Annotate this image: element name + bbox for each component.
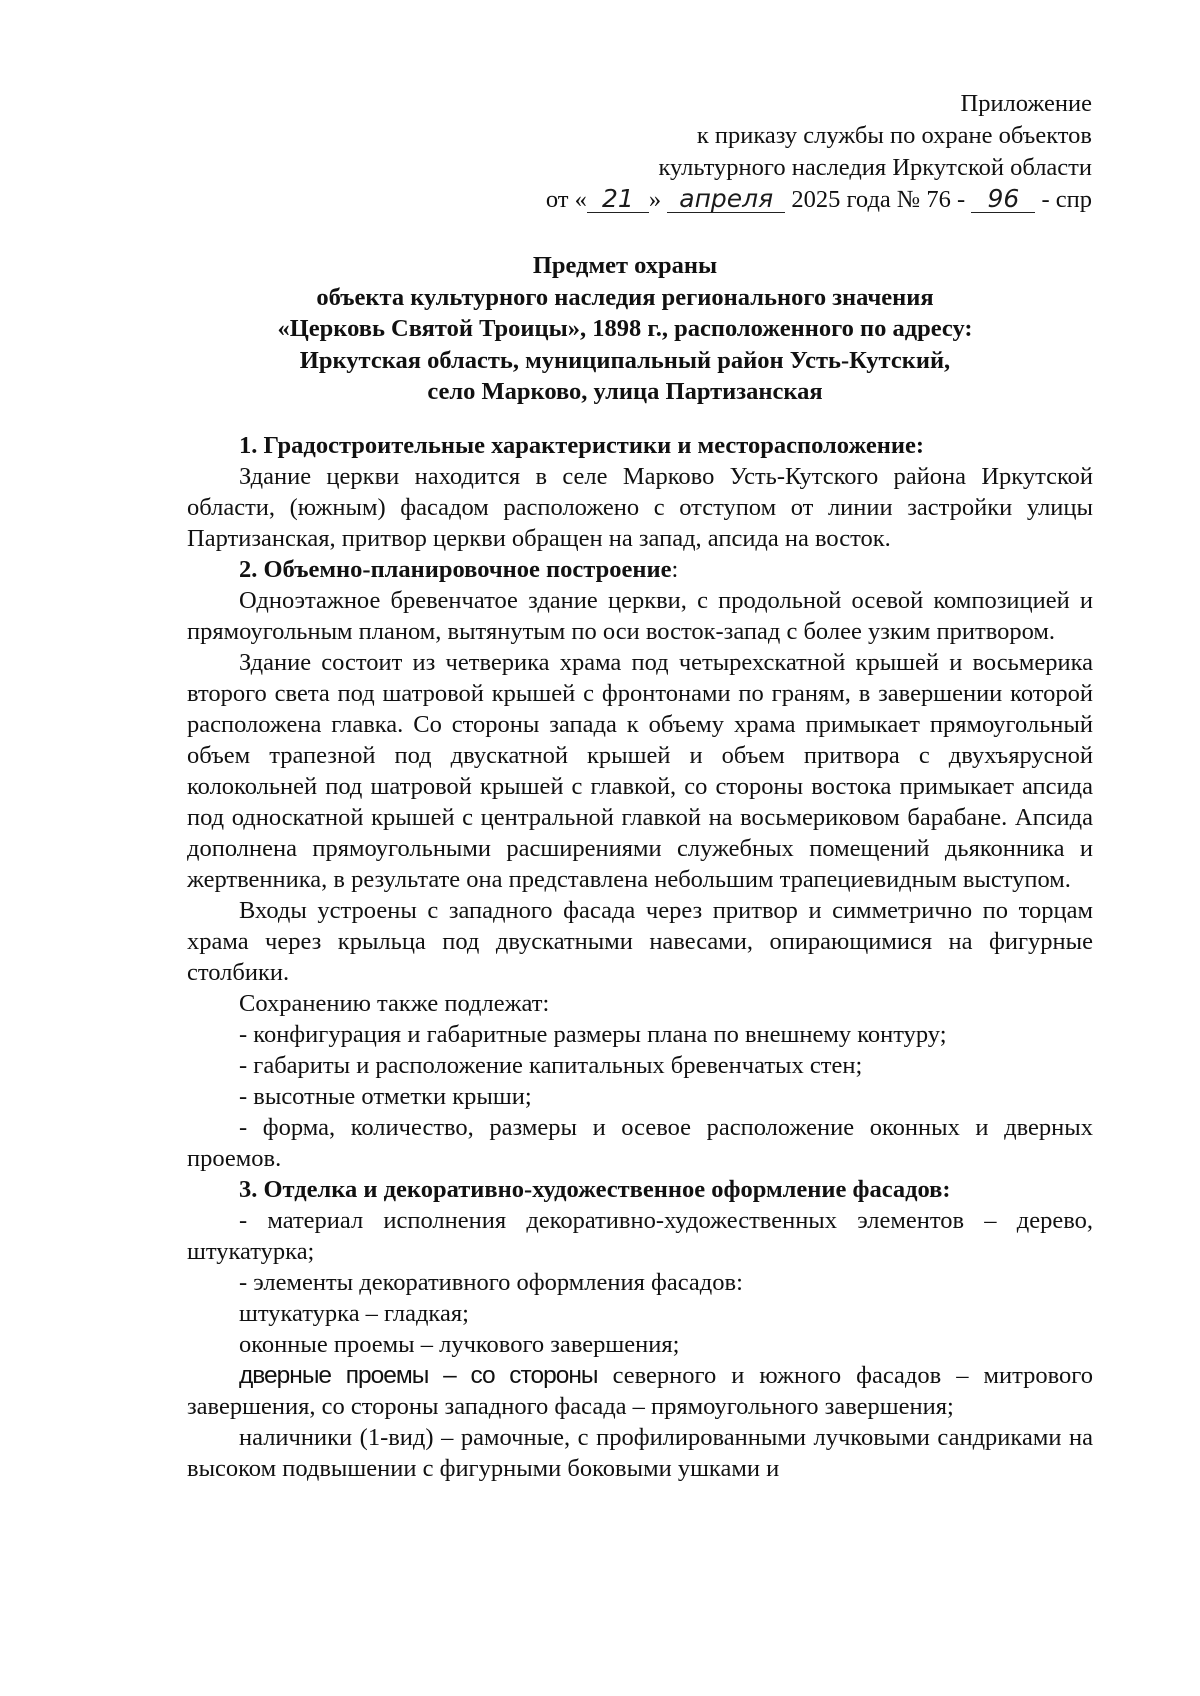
doorway-text: северного и южного фасадов – митрового завершения, со стороны западного фасада – прямоугольного завершения; [187,1362,1093,1420]
order-date-line [546,184,1092,216]
title-line-1: Предмет охраны [532,252,718,279]
title-line-3: «Церковь Святой Троицы», 1898 г., расположенного по адресу: [277,315,973,342]
date-prefix: от « [545,186,587,213]
date-year: 2025 года № 76 - [791,186,966,213]
trim-paragraph: наличники (1-вид) – рамочные, с профилированными лучковыми сандриками на высоком подвышении с фигурными боковыми ушками и [187,1424,1093,1482]
appendix-header [546,88,1092,216]
doorway-paragraph [187,1360,1093,1422]
list-item: штукатурка – гладкая; [239,1300,469,1327]
title-line-2: объекта культурного наследия регионального значения [316,283,934,311]
title-line-4: Иркутская область, муниципальный район Усть-Кутский, [299,346,951,374]
document-body [187,430,1093,1484]
section-2-paragraph-2: Здание состоит из четверика храма под четырехскатной крышей и восьмерика второго света под шатровой крышей с фронтонами по граням, в завершении которой расположена главка. Со стороны запада к объему храма примыкает прямоугольный объем трапезной под двускатной крышей и объем притвора с двухъярусной колокольней под шатровой крышей с главкой, со стороны востока примыкает апсида под односкатной крышей с центральной главкой на восьмериковом барабане. Апсида дополнена прямоугольными расширениями служебных помещений дьяконника и жертвенника, в результате она представлена небольшим трапециевидным выступом. [187,649,1093,893]
list-item: - элементы декоративного оформления фасадов: [239,1269,743,1296]
list-item: - высотные отметки крыши; [239,1083,532,1110]
order-suffix: - спр [1041,186,1092,213]
section-2-paragraph-3: Входы устроены с западного фасада через притвор и симметрично по торцам храма через крыльца под двускатными навесами, опирающимися на фигурные столбики. [187,897,1093,986]
list-item: - габариты и расположение капитальных бревенчатых стен; [239,1052,863,1079]
section-1-text: Здание церкви находится в селе Марково Усть-Кутского района Иркутской области, (южным) фасадом расположено с отступом от линии застройки улицы Партизанская, притвор церкви обращен на запад, апсида на восток. [187,463,1093,552]
document-title [0,250,1200,408]
handwritten-day: 21 [587,186,649,213]
appendix-label: Приложение [960,90,1092,117]
section-2-paragraph-4: Сохранению также подлежат: [239,990,550,1017]
list-item: - материал исполнения декоративно-художественных элементов – дерево, штукатурка; [187,1207,1093,1265]
list-item: - форма, количество, размеры и осевое расположение оконных и дверных проемов. [187,1114,1093,1172]
doorway-text-condensed: дверные проемы – со стороны [239,1362,598,1389]
title-line-5: село Марково, улица Партизанская [427,378,823,405]
service-name-line: культурного наследия Иркутской области [658,154,1092,181]
handwritten-month: апреля [667,186,785,213]
date-mid: » [648,186,662,213]
section-1-heading: 1. Градостроительные характеристики и месторасположение: [239,432,925,459]
handwritten-order-number: 96 [971,186,1035,213]
list-item: оконные проемы – лучкового завершения; [239,1331,680,1358]
order-reference-line: к приказу службы по охране объектов [696,122,1092,149]
section-2-heading [187,554,1093,585]
list-item: - конфигурация и габаритные размеры плана по внешнему контуру; [239,1021,947,1048]
section-2-heading-text: 2. Объемно-планировочное построение [239,556,672,583]
section-3-heading: 3. Отделка и декоративно-художественное оформление фасадов: [239,1176,951,1203]
section-2-heading-colon: : [671,556,679,583]
section-2-paragraph-1: Одноэтажное бревенчатое здание церкви, с продольной осевой композицией и прямоугольным планом, вытянутым по оси восток-запад с более узким притвором. [187,587,1093,645]
